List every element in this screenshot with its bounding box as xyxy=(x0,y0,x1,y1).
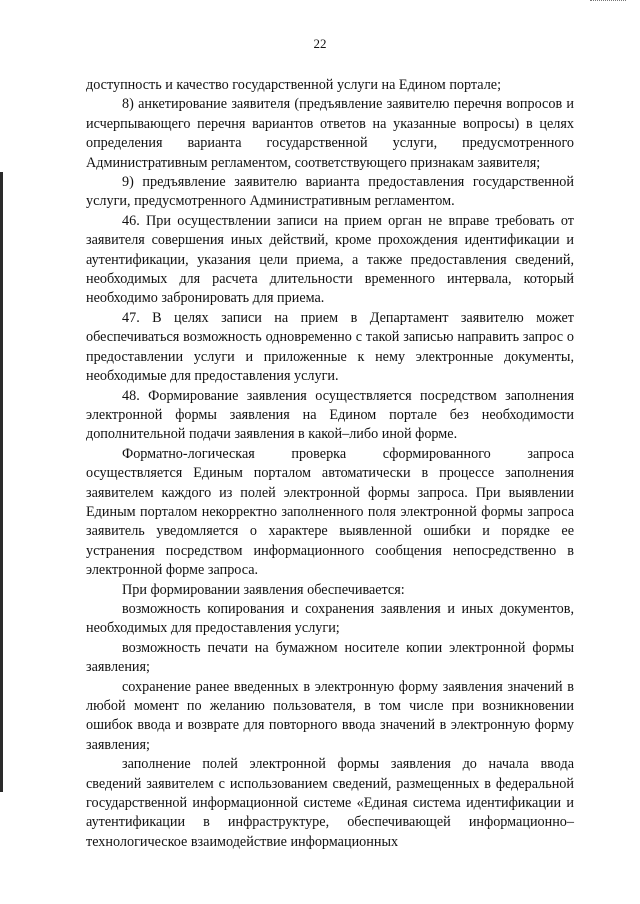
paragraph-prefill: заполнение полей электронной формы заявления до начала ввода сведений заявителем с использованием сведений, размещенных в федеральной государственной информационной системе «Единая система идентификации и аутентификации в инфраструктуре, обеспечивающей информационно–технологическое взаимодействие информационных xyxy=(86,756,574,850)
paragraph-item-9: 9) предъявление заявителю варианта предоставления государственной услуги, предусмотренного Административным регламентом. xyxy=(86,174,574,210)
paragraph-1: доступность и качество государственной услуги на Едином портале; xyxy=(86,77,502,93)
scan-edge-shadow xyxy=(0,172,3,792)
paragraph-provided-intro: При формировании заявления обеспечивается: xyxy=(122,581,405,598)
paragraph-item-8: 8) анкетирование заявителя (предъявление заявителю перечня вопросов и исчерпывающего перечня вариантов ответов на указанные вопросы) в целях определения варианта государственной услуги, предусмотренного Административным регламентом, соответствующего признакам заявителя; xyxy=(86,96,574,171)
paragraph-format-check: Форматно-логическая проверка сформированного запроса осуществляется Единым порталом автоматически в процессе заполнения заявителем каждого из полей электронной формы запроса. При выявлении Единым порталом некорректно заполненного поля электронной формы запроса заявитель уведомляется о характере выявленной ошибки и порядке ее устранения посредством информационного сообщения непосредственно в электронной форме запроса. xyxy=(86,445,574,579)
scan-corner-mark xyxy=(590,0,626,5)
paragraph-print: возможность печати на бумажном носителе копии электронной формы заявления; xyxy=(86,639,574,676)
document-body xyxy=(86,76,574,852)
paragraph-48: 48. Формирование заявления осуществляется посредством заполнения электронной формы заявления на Едином портале без необходимости дополнительной подачи заявления в какой–либо иной форме. xyxy=(86,387,574,443)
paragraph-47: 47. В целях записи на прием в Департамент заявителю может обеспечиваться возможность одновременно с такой записью направить запрос о предоставлении услуги и приложенные к нему электронные документы, необходимые для предоставления услуги. xyxy=(86,309,574,385)
paragraph-copy-save: возможность копирования и сохранения заявления и иных документов, необходимых для предоставления услуги; xyxy=(86,600,574,637)
paragraph-save-values: сохранение ранее введенных в электронную форму заявления значений в любой момент по желанию пользователя, в том числе при возникновении ошибок ввода и возврате для повторного ввода значений в электронную форму заявления; xyxy=(86,678,574,753)
page-number: 22 xyxy=(313,36,327,51)
paragraph-46: 46. При осуществлении записи на прием орган не вправе требовать от заявителя совершения иных действий, кроме прохождения идентификации и аутентификации, указания цели приема, а также предоставления сведений, необходимых для расчета длительности временного интервала, который необходимо забронировать для приема. xyxy=(86,212,574,307)
